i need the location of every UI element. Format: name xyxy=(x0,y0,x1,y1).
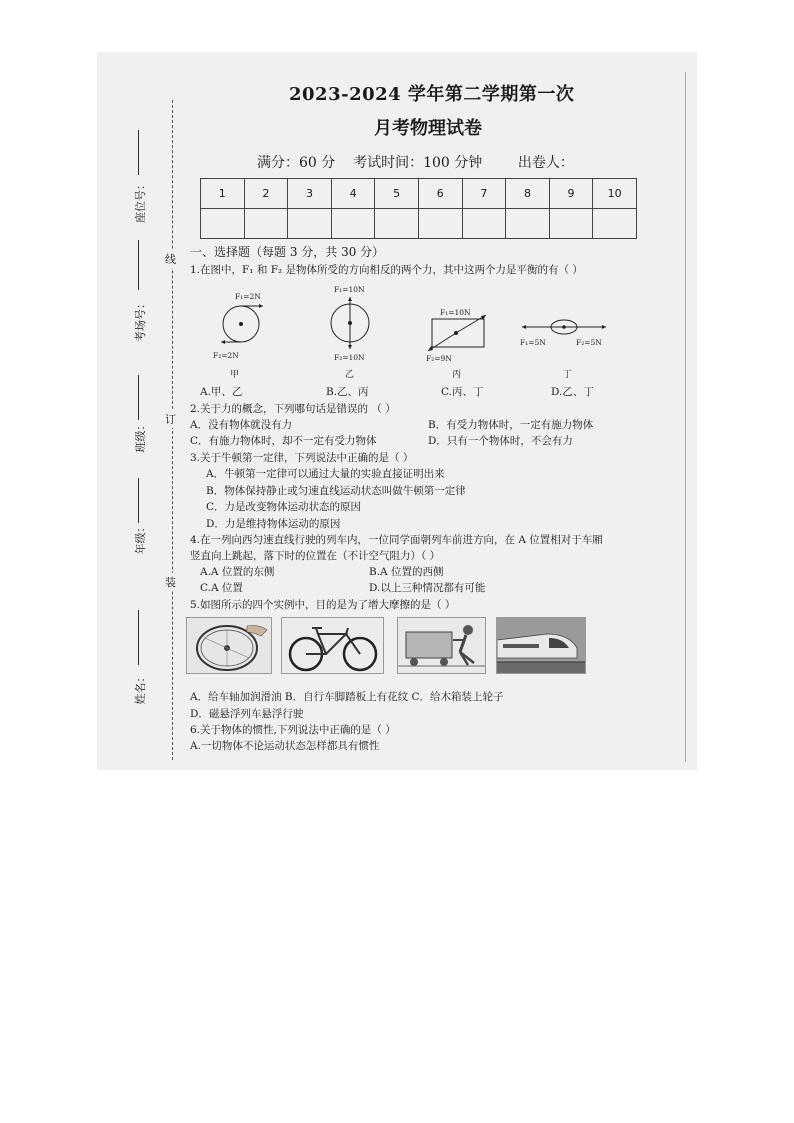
seat-number-label: 座位号： xyxy=(134,179,147,223)
answer-col-4: 4 xyxy=(331,179,375,209)
section1-title: 一、选择题（每题 3 分，共 30 分） xyxy=(190,245,385,259)
answer-col-6: 6 xyxy=(418,179,462,209)
answer-cell-5[interactable] xyxy=(375,209,419,239)
binding-char-ding: 订 xyxy=(165,410,176,428)
q1-ding-f2-label: F₂=5N xyxy=(576,338,602,347)
grade-label: 年级： xyxy=(134,521,147,555)
answer-col-9: 9 xyxy=(549,179,593,209)
exam-room-blank[interactable] xyxy=(138,240,139,290)
answer-table-answer-row xyxy=(201,209,637,239)
q1-text: 1.在图中，F₁ 和 F₂ 是物体所受的方向相反的两个力，其中这两个力是平衡的有（ ） xyxy=(190,264,583,276)
q1-diagram-ding xyxy=(514,315,614,355)
exam-meta: 满分：60 分 考试时间：100 分钟 出卷人： xyxy=(257,155,574,171)
q4-option-a[interactable]: A.A 位置的东侧 xyxy=(200,566,275,578)
q1-bing-caption: 丙 xyxy=(452,370,462,380)
q1-option-c[interactable]: C.丙、丁 xyxy=(441,386,484,398)
answer-cell-2[interactable] xyxy=(244,209,288,239)
name-blank[interactable] xyxy=(138,610,139,665)
answer-cell-3[interactable] xyxy=(288,209,332,239)
q1-jia-f2-label: F₂=2N xyxy=(213,351,239,360)
q4-option-b[interactable]: B.A 位置的西侧 xyxy=(369,566,444,578)
binding-char-xian: 线 xyxy=(165,250,176,268)
exam-title-line1: 2023-2024 学年第二学期第一次 xyxy=(289,84,575,105)
q5-options-line2[interactable]: D．磁悬浮列车悬浮行驶 xyxy=(190,708,304,720)
q1-option-a[interactable]: A.甲、乙 xyxy=(200,386,243,398)
q5-picture-bicycle xyxy=(281,617,384,674)
q2-option-b[interactable]: B．有受力物体时，一定有施力物体 xyxy=(428,419,594,431)
answer-col-1: 1 xyxy=(201,179,245,209)
grade-blank[interactable] xyxy=(138,478,139,523)
q2-option-d[interactable]: D．只有一个物体时，不会有力 xyxy=(428,435,573,447)
q1-yi-caption: 乙 xyxy=(345,370,355,380)
q4-text-line1: 4.在一列向西匀速直线行驶的列车内，一位同学面朝列车前进方向，在 A 位置相对于车厢 xyxy=(190,534,603,546)
answer-cell-6[interactable] xyxy=(418,209,462,239)
class-label: 班级： xyxy=(134,419,147,453)
q6-option-a[interactable]: A.一切物体不论运动状态怎样都具有惯性 xyxy=(190,740,380,752)
answer-cell-4[interactable] xyxy=(331,209,375,239)
q3-option-c[interactable]: C．力是改变物体运动状态的原因 xyxy=(206,501,362,513)
q5-options-line1[interactable]: A．给车轴加润滑油 B．自行车脚踏板上有花纹 C．给木箱装上轮子 xyxy=(190,691,504,703)
q1-bing-f2-label: F₂=9N xyxy=(426,354,452,363)
q4-option-d[interactable]: D.以上三种情况都有可能 xyxy=(369,582,486,594)
q5-picture-maglev-train xyxy=(496,617,586,674)
answer-cell-9[interactable] xyxy=(549,209,593,239)
answer-col-10: 10 xyxy=(593,179,637,209)
name-label: 姓名： xyxy=(134,671,147,705)
binding-char-zhuang: 装 xyxy=(165,573,176,591)
q2-text: 2.关于力的概念，下列哪句话是错误的 （ ） xyxy=(190,403,396,415)
q1-diagram-jia xyxy=(205,284,275,366)
q5-text: 5.如图所示的四个实例中，目的是为了增大摩擦的是（ ） xyxy=(190,599,456,611)
answer-col-7: 7 xyxy=(462,179,506,209)
q1-ding-caption: 丁 xyxy=(563,370,573,380)
answer-col-8: 8 xyxy=(506,179,550,209)
q3-option-a[interactable]: A．牛顿第一定律可以通过大量的实验直接证明出来 xyxy=(206,468,445,480)
q5-picture-wheel-axle xyxy=(186,617,272,674)
class-blank[interactable] xyxy=(138,375,139,420)
q4-text-line2: 竖直向上跳起，落下时的位置在（不计空气阻力）（ ） xyxy=(190,550,441,562)
q5-picture-wooden-box xyxy=(397,617,486,674)
q1-ding-f1-label: F₁=5N xyxy=(520,338,546,347)
q1-jia-caption: 甲 xyxy=(230,370,240,380)
seat-number-blank[interactable] xyxy=(138,130,139,175)
q1-jia-f1-label: F₁=2N xyxy=(235,292,261,301)
q1-diagram-bing xyxy=(422,305,497,367)
q1-yi-f1-label: F₁=10N xyxy=(334,285,365,294)
right-border-line xyxy=(685,72,686,762)
q3-option-b[interactable]: B．物体保持静止或匀速直线运动状态叫做牛顿第一定律 xyxy=(206,485,466,497)
q1-diagram-yi xyxy=(318,283,388,365)
answer-cell-10[interactable] xyxy=(593,209,637,239)
answer-col-2: 2 xyxy=(244,179,288,209)
answer-cell-1[interactable] xyxy=(201,209,245,239)
answer-col-5: 5 xyxy=(375,179,419,209)
q1-option-b[interactable]: B.乙、丙 xyxy=(326,386,369,398)
answer-cell-8[interactable] xyxy=(506,209,550,239)
exam-room-label: 考场号： xyxy=(134,298,147,342)
answer-table xyxy=(200,178,637,239)
exam-title-line2: 月考物理试卷 xyxy=(374,118,482,139)
q4-option-c[interactable]: C.A 位置 xyxy=(200,582,243,594)
q2-option-c[interactable]: C．有施力物体时，却不一定有受力物体 xyxy=(190,435,377,447)
answer-cell-7[interactable] xyxy=(462,209,506,239)
q3-option-d[interactable]: D．力是维持物体运动的原因 xyxy=(206,518,341,530)
answer-table-header-row xyxy=(201,179,637,209)
q6-text: 6.关于物体的惯性,下列说法中正确的是（ ） xyxy=(190,724,396,736)
q1-yi-f2-label: F₂=10N xyxy=(334,353,365,362)
q2-option-a[interactable]: A．没有物体就没有力 xyxy=(190,419,293,431)
binding-dashed-line xyxy=(172,100,173,760)
q1-bing-f1-label: F₁=10N xyxy=(440,308,471,317)
q3-text: 3.关于牛顿第一定律，下列说法中正确的是（ ） xyxy=(190,452,414,464)
q1-option-d[interactable]: D.乙、丁 xyxy=(551,386,594,398)
answer-col-3: 3 xyxy=(288,179,332,209)
